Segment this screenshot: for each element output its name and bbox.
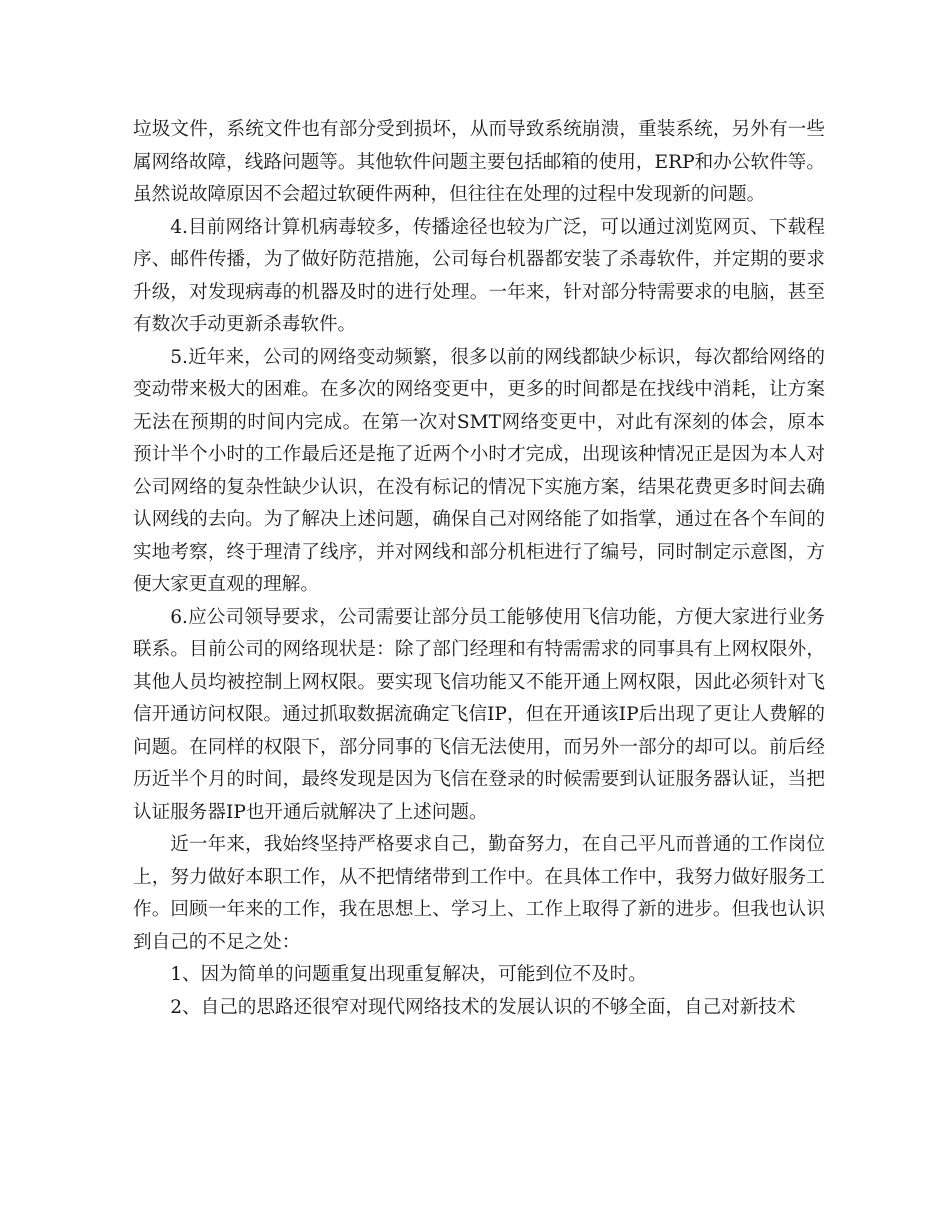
paragraph-shortcoming-1: 1、因为简单的问题重复出现重复解决，可能到位不及时。	[170, 964, 647, 985]
paragraph-summary: 近一年来，我始终坚持严格要求自己，勤奋努力，在自己平凡而普通的工作岗位上，努力做好本职工作，从不把情绪带到工作中。在具体工作中，我努力做好服务工作。回顾一年来的工作，我在思想上、学习上、工作上取得了新的进步。但我也认识到自己的不足之处：	[133, 834, 825, 953]
paragraph-item-4-virus: 4.目前网络计算机病毒较多，传播途径也较为广泛，可以通过浏览网页、下载程序、邮件传播，为了做好防范措施，公司每台机器都安装了杀毒软件，并定期的要求升级，对发现病毒的机器及时的进行处理。一年来，针对部分特需要求的电脑，甚至有数次手动更新杀毒软件。	[133, 216, 825, 335]
paragraph-shortcoming-2: 2、自己的思路还很窄对现代网络技术的发展认识的不够全面，自己对新技术	[170, 996, 796, 1018]
paragraph-item-6-fetion: 6.应公司领导要求，公司需要让部分员工能够使用飞信功能，方便大家进行业务联系。目前公司的网络现状是：除了部门经理和有特需需求的同事具有上网权限外，其他人员均被控制上网权限。要实现飞信功能又不能开通上网权限，因此必须针对飞信开通访问权限。通过抓取数据流确定飞信IP，但在开通该IP后出现了更让人费解的问题。在同样的权限下，部分同事的飞信无法使用，而另外一部分的却可以。前后经历近半个月的时间，最终发现是因为飞信在登录的时候需要到认证服务器认证，当把认证服务器IP也开通后就解决了上述问题。	[133, 606, 825, 823]
paragraph-continuation: 垃圾文件，系统文件也有部分受到损坏，从而导致系统崩溃，重装系统，另外有一些属网络故障，线路问题等。其他软件问题主要包括邮箱的使用，ERP和办公软件等。虽然说故障原因不会超过软硬件两种，但往往在处理的过程中发现新的问题。	[133, 119, 825, 205]
document-body	[133, 114, 825, 1024]
paragraph-item-5-network-changes: 5.近年来，公司的网络变动频繁，很多以前的网线都缺少标识，每次都给网络的变动带来极大的困难。在多次的网络变更中，更多的时间都是在找线中消耗，让方案无法在预期的时间内完成。在第一次对SMT网络变更中，对此有深刻的体会，原本预计半个小时的工作最后还是拖了近两个小时才完成，出现该种情况正是因为本人对公司网络的复杂性缺少认识，在没有标记的情况下实施方案，结果花费更多时间去确认网线的去向。为了解决上述问题，确保自己对网络能了如指掌，通过在各个车间的实地考察，终于理清了线序，并对网线和部分机柜进行了编号，同时制定示意图，方便大家更直观的理解。	[133, 346, 825, 595]
